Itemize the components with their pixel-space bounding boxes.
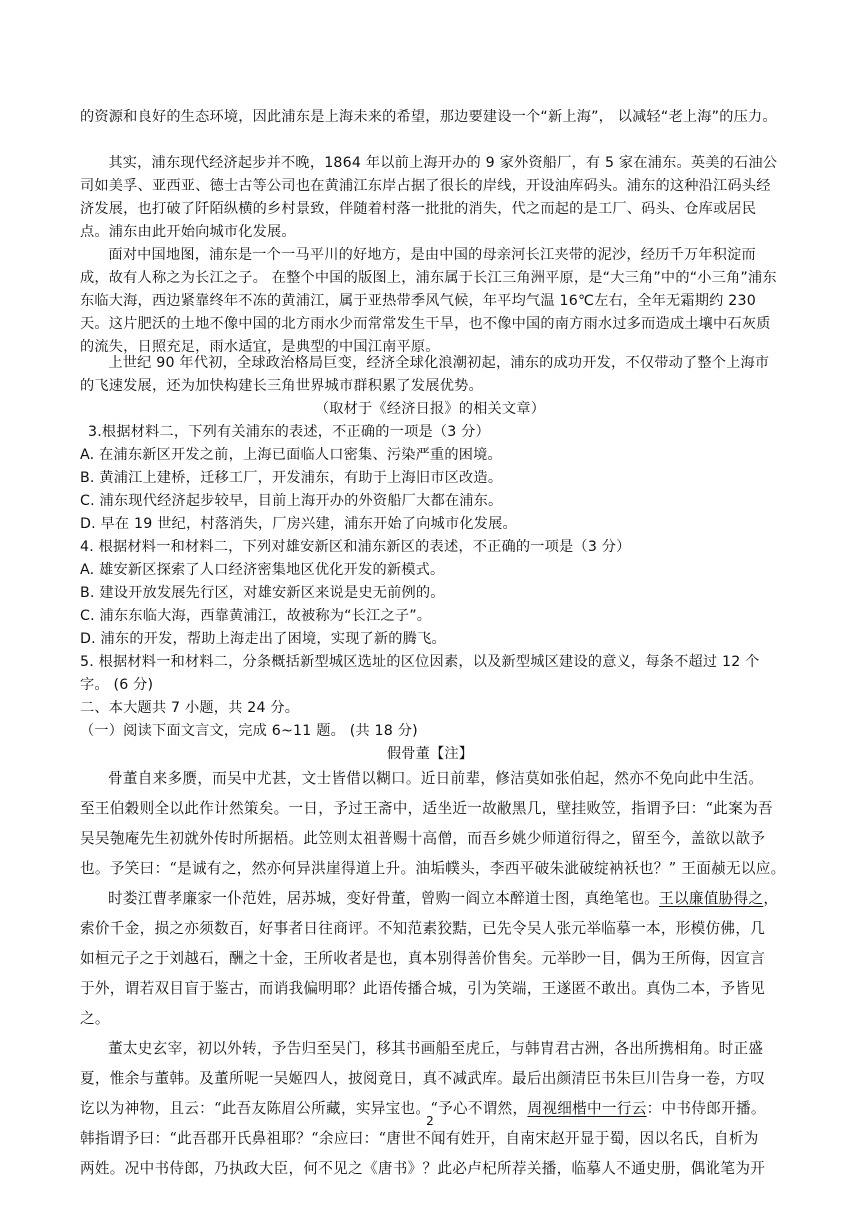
question-3-option-d: D. 早在 19 世纪，村落消失，厂房兴建，浦东开始了向城市化发展。: [80, 516, 517, 532]
underlined-phrase: 王以廉值胁得之: [659, 890, 764, 907]
question-3-option-c: C. 浦东现代经济起步较早，目前上海开办的外资船厂大都在浦东。: [80, 493, 503, 509]
section-2-subheading: （一）阅读下面文言文，完成 6~11 题。 (共 18 分): [80, 723, 418, 739]
passage-line: 两姓。况中书侍郎，乃执政大臣，何不见之《唐书》？此必卢杞所荐关播，临摹人不通史册，偶讹笔为开: [80, 1160, 766, 1177]
underlined-phrase: 周视细楷中一行云: [527, 1100, 647, 1117]
passage-line: [80, 884, 784, 914]
question-4-option-a: A. 雄安新区探索了人口经济密集地区优化开发的新模式。: [80, 562, 445, 578]
material2-paragraph-0: 的资源和良好的生态环境，因此浦东是上海未来的希望，那边要建设一个“新上海”， 以减轻“老上海”的压力。: [80, 109, 777, 125]
material2-paragraph-1: 其实，浦东现代经济起步并不晚，1864 年以前上海开办的 9 家外资船厂，有 5 家在浦东。英美的石油公司如美孚、亚西亚、德士古等公司也在黄浦江东岸占据了很长的岸线，开设油库码头。浦东的这种沿江码头经济发展，也打破了阡陌纵横的乡村景致，伴随着村落一批批的消失，代之而起的是工厂、码头、仓库或居民点。浦东由此开始向城市化发展。: [80, 155, 778, 240]
question-3-option-a: A. 在浦东新区开发之前，上海已面临人口密集、污染严重的困境。: [80, 447, 502, 463]
passage-line: 吴吴匏庵先生初就外传时所据梧。此笠则太祖普赐十高僧，而吾乡姚少师道衍得之，留至今，盖欲以歆予: [80, 830, 766, 847]
question-3-option-b: B. 黄浦江上建桥，迁移工厂，开发浦东，有助于上海旧市区改造。: [80, 470, 503, 486]
material2-paragraph-3: 上世纪 90 年代初，全球政治格局巨变，经济全球化浪潮初起，浦东的成功开发，不仅带动了整个上海市的飞速发展，还为加快构建长三角世界城市群积累了发展优势。: [80, 355, 770, 394]
question-4-option-b: B. 建设开放发展先行区，对雄安新区来说是史无前例的。: [80, 585, 445, 601]
passage-line: 之。: [80, 1010, 110, 1027]
question-4-option-c: C. 浦东东临大海，西靠黄浦江，故被称为“长江之子”。: [80, 608, 432, 624]
passage-text: 时娄江曹孝廉家一仆范姓，居苏城，变好骨董，曾购一阎立本醉道士图，真绝笔也。: [108, 890, 660, 907]
passage-text: ：中书侍郎开播。: [646, 1100, 766, 1117]
question-3-stem: 3.根据材料二，下列有关浦东的表述，不正确的一项是（3 分）: [88, 424, 490, 440]
section-2-heading: 二、本大题共 7 小题，共 24 分。: [80, 700, 300, 716]
passage-line: 如桓元子之于刘越石，酬之十金，王所收者是也，真本别得善价售矣。元举眇一目，偶为王所侮，因宣言: [80, 950, 766, 967]
question-5-stem: 5. 根据材料一和材料二，分条概括新型城区选址的区位因素，以及新型城区建设的意义，每条不超过 12 个字。 (6 分): [80, 654, 760, 693]
passage-title: 假骨董【注】: [386, 746, 474, 762]
passage-line: 索价千金，损之亦须数百，好事者日往商评。不知范素狡黠，已先令吴人张元举临摹一本，形模仿佛，几: [80, 920, 766, 937]
passage-line: 于外，谓若双目盲于鉴古，而诮我偏明耶？此语传播合城，引为笑端，王遂匿不敢出。真伪二本，予皆见: [80, 980, 766, 997]
passage-text: 讫以为神物，且云：“此吾友陈眉公所藏，实异宝也。“予心不谓然，: [80, 1100, 528, 1117]
passage-line: 韩指谓予曰：“此吾郡开氏鼻祖耶？“余应曰：“唐世不闻有姓开，自南宋赵开显于蜀，因以名氏，自析为: [80, 1130, 759, 1147]
question-4-stem: 4. 根据材料一和材料二，下列对雄安新区和浦东新区的表述，不正确的一项是（3 分）: [80, 539, 631, 555]
page-number: 2: [426, 1114, 434, 1128]
question-4-option-d: D. 浦东的开发，帮助上海走出了困境，实现了新的腾飞。: [80, 631, 446, 647]
passage-line: 董太史玄宰，初以外转，予告归至吴门，移其书画船至虎丘，与韩胄君古洲，各出所携相角。时正盛: [108, 1040, 764, 1057]
passage-line: 骨董自来多赝，而吴中尤甚，文士皆借以糊口。近日前辈，修洁莫如张伯起，然亦不免向此中生活。: [108, 770, 764, 787]
material2-source: （取材于《经济日报》的相关文章）: [314, 401, 546, 417]
passage-line: 也。予笑曰：“是诚有之，然亦何异洪崖得道上升。油垢幞头，李西平破朱泚破绽衲袄也？” 王面赪无以应。: [80, 860, 786, 877]
passage-line: 夏，惟余与董韩。及董所呢一吴姬四人，披阅竟日，真不减武库。最后出颜清臣书朱巨川告身一卷，方叹: [80, 1070, 766, 1087]
passage-text: ，: [763, 890, 779, 907]
passage-line: 至王伯穀则全以此作计然策矣。一日，予过王斋中，适坐近一故敝黑几，壁挂败笠，指谓予曰：“此案为吾: [80, 800, 773, 817]
material2-paragraph-2: 面对中国地图，浦东是一个一马平川的好地方，是由中国的母亲河长江夹带的泥沙，经历千万年积淀而成，故有人称之为长江之子。 在整个中国的版图上，浦东属于长江三角洲平原，是“大三角”中的“小三角”浦东东临大海，西边紧靠终年不冻的黄浦江，属于亚热带季风气候，年平均气温 16℃左右，全年无霜期约 230 天。这片肥沃的土地不像中国的北方雨水少而常常发生干旱，也不像中国的南方雨水过多而造成土壤中石灰质的流失，日照充足，雨水适宜，是典型的中国江南平原。: [80, 247, 777, 355]
